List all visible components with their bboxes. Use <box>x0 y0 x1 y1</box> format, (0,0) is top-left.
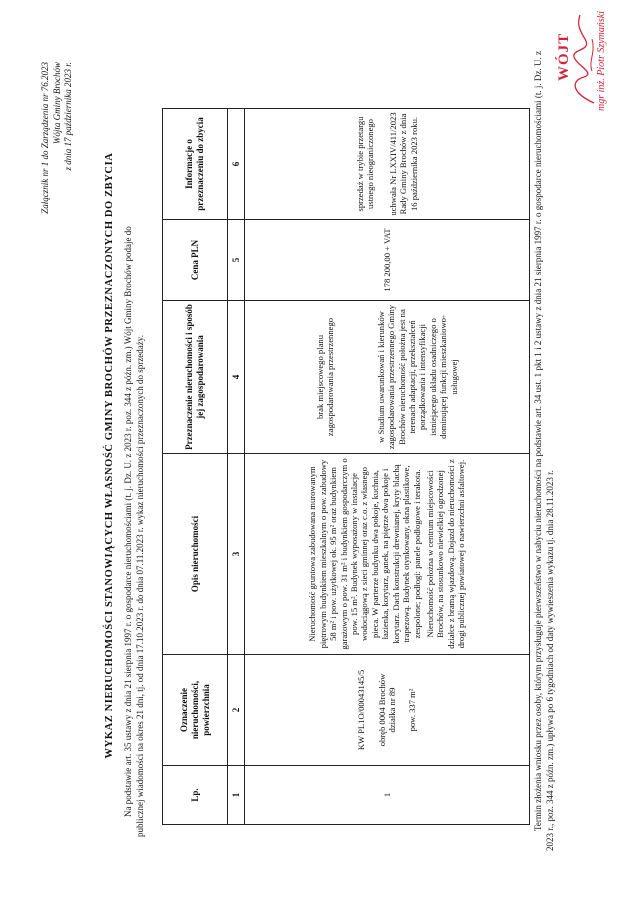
description-building: Nieruchomość gruntowa zabudowana murowanym piętrowym budynkiem mieszkalnym o pow. zabudowy 58 m² i pow. użytkowej ok. 95 m² oraz budynkiem garażowym o pow. 31 m² i budynkiem gospodarczym o pow. 15 m². Budynek wyposażony w instalacje wodociągową z sieci gminnej oraz c.o. z własnego pieca. W parterze budynku dwa pokoje, kuchnia, łazienka, korytarz, ganek, na piętrze dwa pokoje i korytarz. Dach konstrukcji drewnianej, kryty blachą trapezową. Budynek otynkowany, okna plastikowe, zespolone; podłogi: panele podłogowe i terakota. <box>307 458 422 650</box>
header-przeznaczenie: Przeznaczenie nieruchomości i sposób jej zagospodarowania <box>163 301 228 454</box>
plot-number: działka nr 89 <box>387 687 397 733</box>
property-table <box>162 108 530 825</box>
plot-area: pow. 337 m² <box>407 688 418 732</box>
header-line-3: z dnia 17 października 2023 r. <box>63 62 73 171</box>
column-number-row <box>228 109 245 825</box>
cell-opis <box>245 454 530 655</box>
header-opis: Opis nieruchomości <box>163 454 228 655</box>
col-number-1: 1 <box>228 766 245 825</box>
header-line-2: Wójta Gminy Brochów <box>51 62 62 145</box>
cell-cena: 178 200,00 + VAT <box>245 220 530 301</box>
header-informacje: Informacje o przeznaczeniu do zbycia <box>163 109 228 220</box>
cell-informacje <box>245 109 530 220</box>
cell-oznaczenie <box>245 655 530 766</box>
intro-paragraph <box>122 47 146 837</box>
header-oznaczenie: Oznaczenie nieruchomości, powierzchnia <box>163 655 228 766</box>
description-location: Nieruchomość położna w centrum miejscowości Brochów, na stosunkowo niewielkiej ogrodzonej działce z bramą wjazdową. Dojazd do nieruchomości z drogi publicznej powiatowej o nawierzchni asfaltowej. <box>424 459 467 649</box>
intro-line-1: Na podstawie art. 35 ustawy z dnia 21 sierpnia 1997 r. o gospodarce nieruchomościami (t. j. Dz. U. z 2023 r. poz. 344 z późn. zm.) Wójt Gminy Brochów podaje do <box>123 226 133 817</box>
table-row <box>245 109 530 825</box>
footer-line-1: Termin złożenia wniosku przez osoby, którym przysługuje pierwszeństwo w nabyciu nieruchomości na podstawie art. 34 ust. 1 pkt 1 i 2 ustawy z dnia 21 sierpnia 1997 r. <box>533 219 543 831</box>
land-register-number: KW PL1O/00043145/5 <box>356 669 367 751</box>
col-number-6: 6 <box>228 109 245 220</box>
sale-mode: sprzedaż w trybie przetargu ustnego nieograniczonego <box>354 116 376 212</box>
table-header-row <box>163 109 228 825</box>
header-lp: Lp. <box>163 766 228 825</box>
header-line-1: Załącznik nr 1 do Zarządzenia nr 76.2023 <box>40 62 50 214</box>
col-number-4: 4 <box>228 301 245 454</box>
official-stamp <box>556 1 622 111</box>
zoning-plan-status: brak miejscowego planu zagospodarowania przestrzennego <box>314 317 336 437</box>
document-title: WYKAZ NIERUCHOMOŚCI STANOWIĄCYCH WŁASNOŚĆ GMINY BROCHÓW PRZEZNACZONYCH DO ZBYCIA <box>104 152 115 759</box>
stamp-title: WÓJT <box>556 32 572 81</box>
attachment-header <box>40 62 75 214</box>
col-number-3: 3 <box>228 454 245 655</box>
col-number-5: 5 <box>228 220 245 301</box>
signatory-name: mgr inż. Piotr Szymański <box>596 11 607 111</box>
footer-note <box>532 51 556 851</box>
intro-line-2: publicznej wiadomości na okres 21 dni, tj. od dnia 17.10.2023 r. do dnia 07.11.2023 r. wykaz nieruchomości przeznaczonych do sprzedaży. <box>135 335 145 837</box>
col-number-2: 2 <box>228 655 245 766</box>
precinct: obręb 0004 Brochów <box>376 673 387 747</box>
footer-line-2: o gospodarce nieruchomościami (t. j. Dz. U. z 2023 r., poz. 344 z późn. zm.) upływa po 6 tygodniach od daty wywieszenia wykazu tj. dnia 28.11.2023 r. <box>533 51 555 851</box>
cell-przeznaczenie <box>245 301 530 454</box>
header-cena: Cena PLN <box>163 220 228 301</box>
cell-lp: 1 <box>245 766 530 825</box>
resolution-info: uchwała Nr LXXIV/411/2023 Rady Gminy Brochów z dnia 16 października 2023 roku. <box>387 112 419 216</box>
zoning-study-purpose: w Studium uwarunkowań i kierunków zagospodarowania przestrzennego Gminy Brochów nieruchomość położna jest na terenach adaptacji, przekształceń porządkowania i intensyfikacji istniejącego układu osadniczego o dominującej funkcji mieszkaniowo-usługowej <box>375 304 459 450</box>
